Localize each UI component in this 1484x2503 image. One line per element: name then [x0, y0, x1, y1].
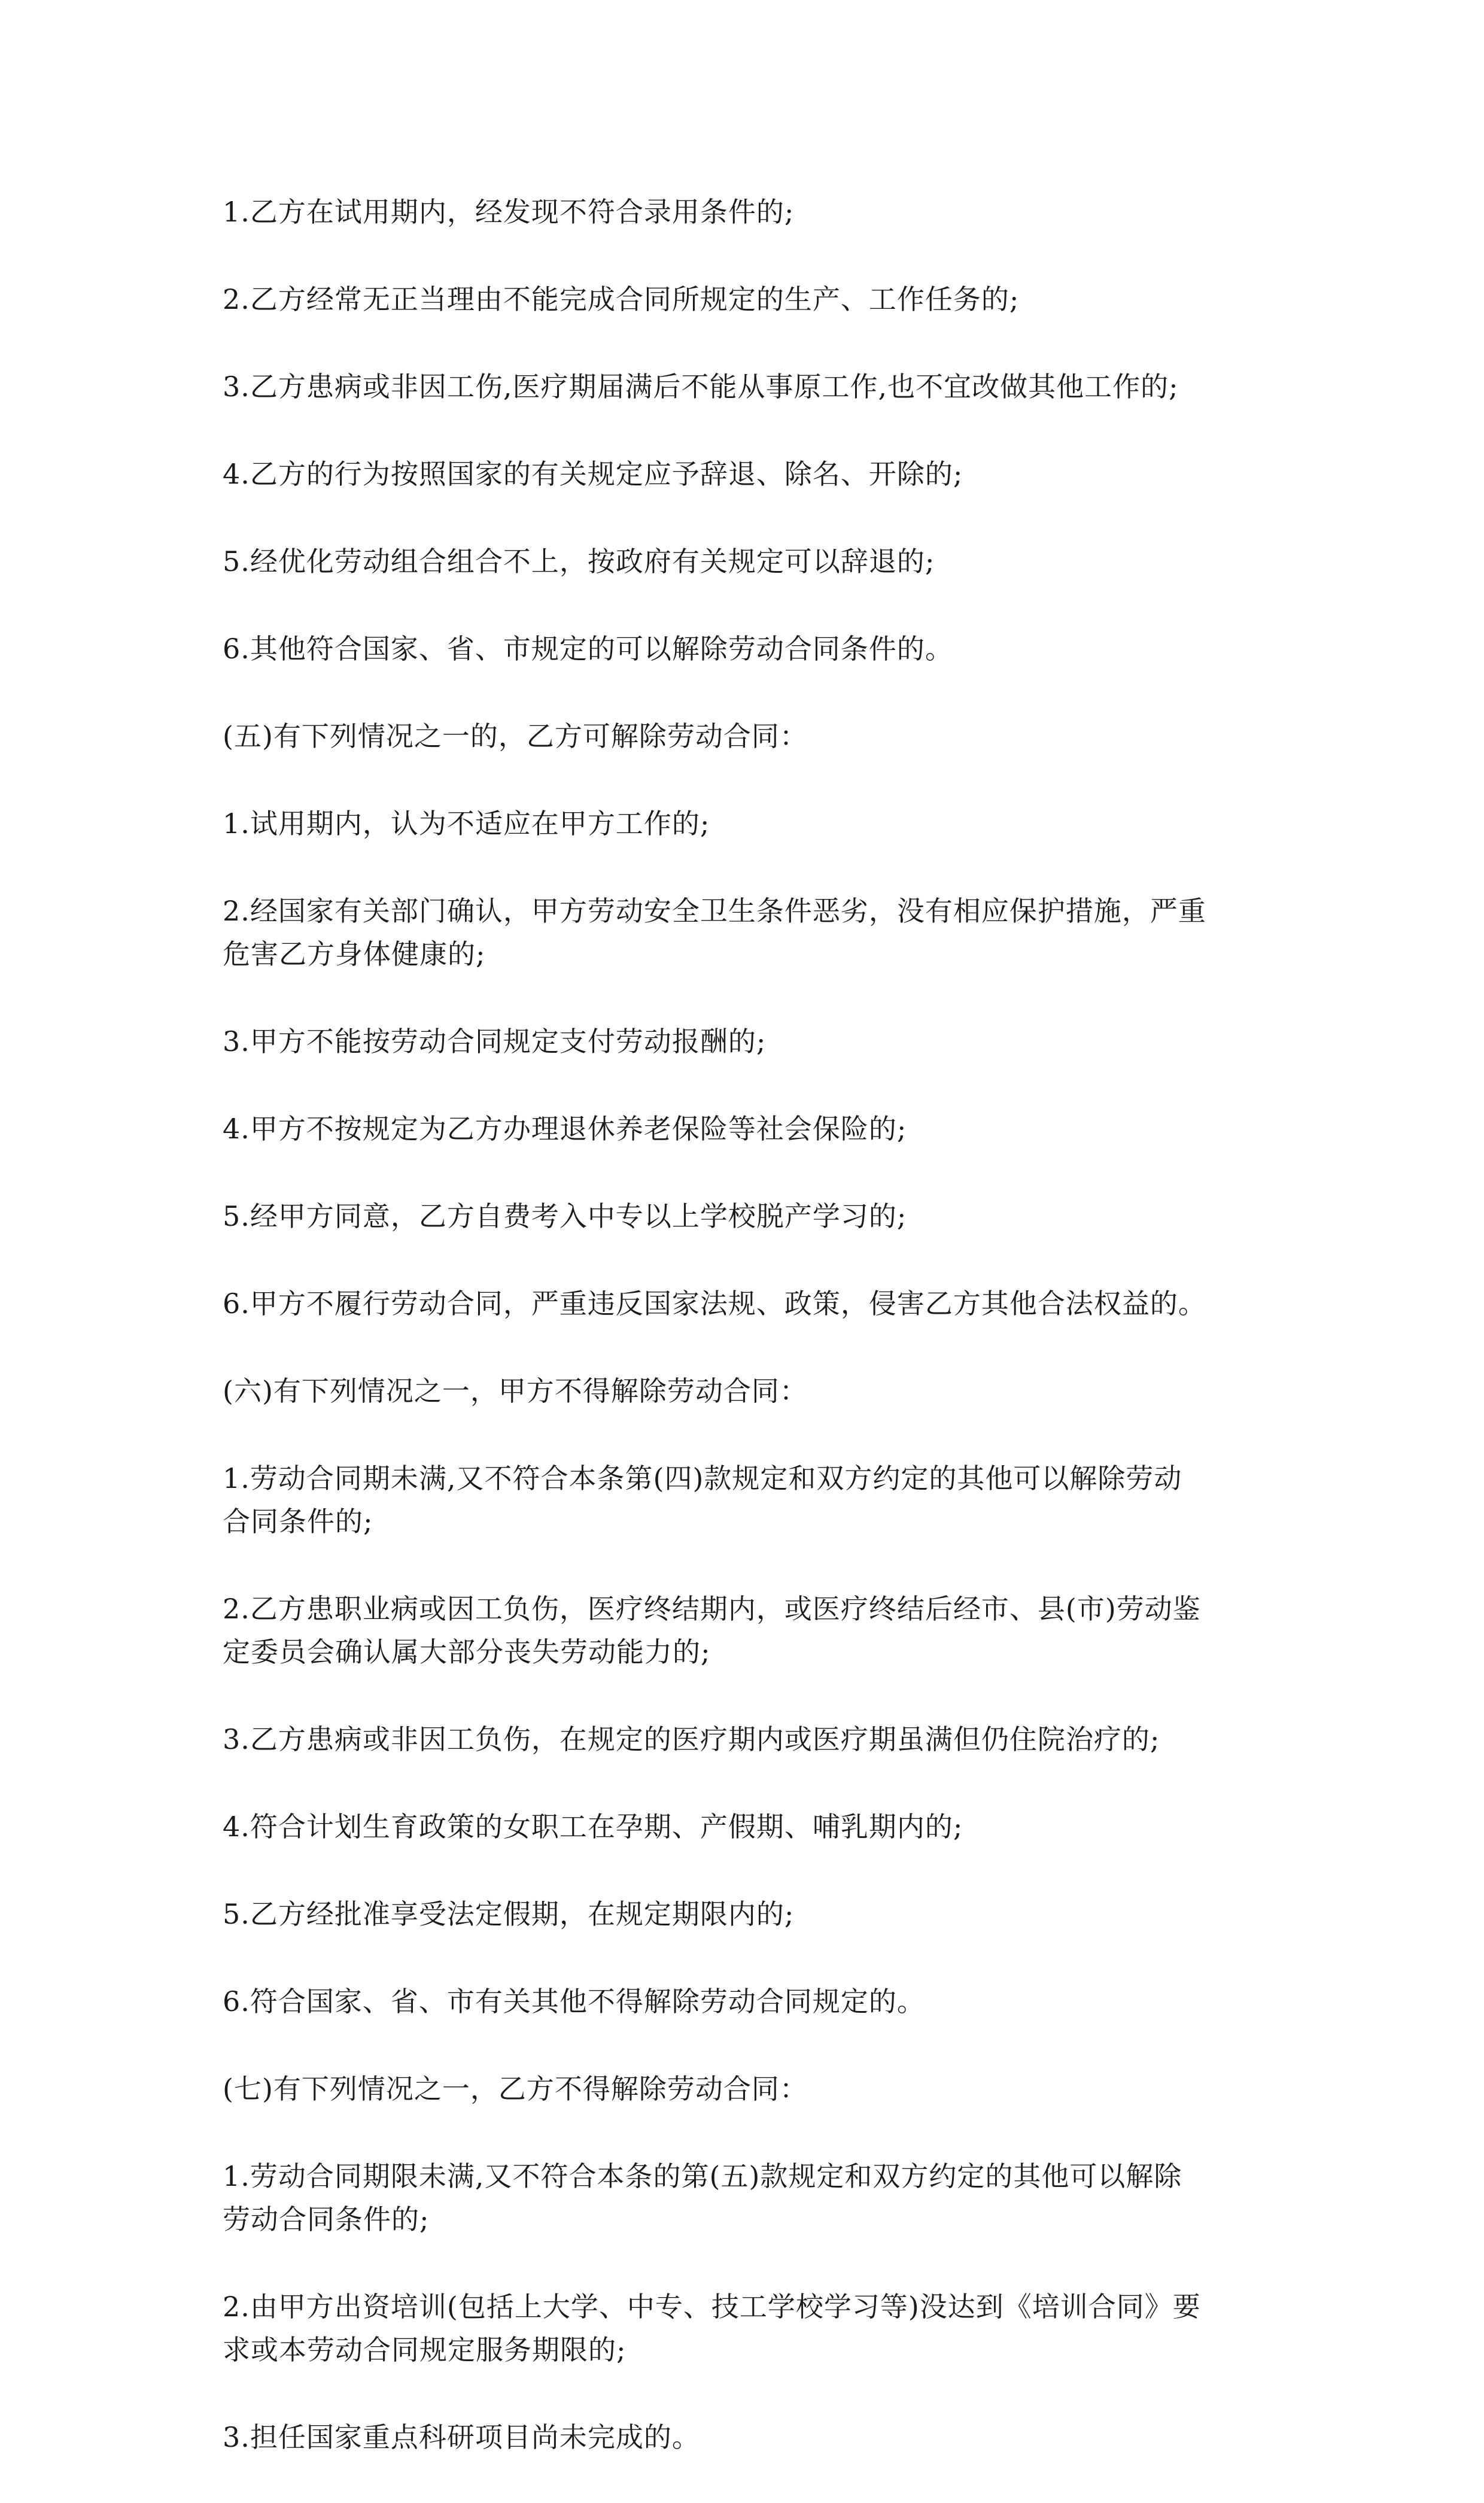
clause-line: 5.经甲方同意，乙方自费考入中专以上学校脱产学习的;	[223, 1200, 907, 1232]
clause-line: 4.乙方的行为按照国家的有关规定应予辞退、除名、开除的;	[223, 458, 963, 490]
section-heading: (六)有下列情况之一，甲方不得解除劳动合同：	[223, 1375, 808, 1407]
clause-line: 6.其他符合国家、省、市规定的可以解除劳动合同条件的。	[223, 633, 953, 665]
clause-line: 5.乙方经批准享受法定假期，在规定期限内的;	[223, 1898, 795, 1930]
section-heading: (五)有下列情况之一的，乙方可解除劳动合同：	[223, 720, 808, 752]
clause-line: 6.甲方不履行劳动合同，严重违反国家法规、政策，侵害乙方其他合法权益的。	[223, 1287, 1206, 1320]
clause-line: 1.试用期内，认为不适应在甲方工作的;	[223, 807, 710, 840]
clause-line: 1.劳动合同期未满,又不符合本条第(四)款规定和双方约定的其他可以解除劳动	[223, 1462, 1182, 1494]
section-heading: (七)有下列情况之一，乙方不得解除劳动合同：	[223, 2073, 808, 2105]
clause-line: 1.劳动合同期限未满,又不符合本条的第(五)款规定和双方约定的其他可以解除	[223, 2160, 1182, 2192]
clause-line: 2.乙方患职业病或因工负伤，医疗终结期内，或医疗终结后经市、县(市)劳动鉴	[223, 1593, 1201, 1625]
clause-line: 4.符合计划生育政策的女职工在孕期、产假期、哺乳期内的;	[223, 1811, 963, 1843]
clause-line: 2.由甲方出资培训(包括上大学、中专、技工学校学习等)没达到《培训合同》要	[223, 2291, 1201, 2323]
clause-line-continuation: 定委员会确认属大部分丧失劳动能力的;	[223, 1636, 711, 1668]
clause-line: 1.乙方在试用期内，经发现不符合录用条件的;	[223, 196, 795, 228]
clause-line: 3.甲方不能按劳动合同规定支付劳动报酬的;	[223, 1025, 767, 1058]
clause-line-continuation: 劳动合同条件的;	[223, 2203, 430, 2235]
clause-line: 3.乙方患病或非因工负伤，在规定的医疗期内或医疗期虽满但仍住院治疗的;	[223, 1723, 1160, 1755]
clause-line: 3.乙方患病或非因工伤,医疗期届满后不能从事原工作,也不宜改做其他工作的;	[223, 370, 1179, 403]
clause-line: 2.经国家有关部门确认，甲方劳动安全卫生条件恶劣，没有相应保护措施，严重	[223, 895, 1206, 927]
clause-line: 6.符合国家、省、市有关其他不得解除劳动合同规定的。	[223, 1985, 925, 2018]
clause-line: 4.甲方不按规定为乙方办理退休养老保险等社会保险的;	[223, 1113, 907, 1145]
clause-line: 5.经优化劳动组合组合不上，按政府有关规定可以辞退的;	[223, 545, 935, 578]
clause-line-continuation: 求或本劳动合同规定服务期限的;	[223, 2334, 627, 2366]
document-body	[223, 190, 1276, 2503]
clause-line-continuation: 合同条件的;	[223, 1505, 373, 1538]
clause-line: 3.担任国家重点科研项目尚未完成的。	[223, 2421, 700, 2453]
clause-line: 2.乙方经常无正当理由不能完成合同所规定的生产、工作任务的;	[223, 283, 1020, 315]
clause-line-continuation: 危害乙方身体健康的;	[223, 938, 486, 970]
